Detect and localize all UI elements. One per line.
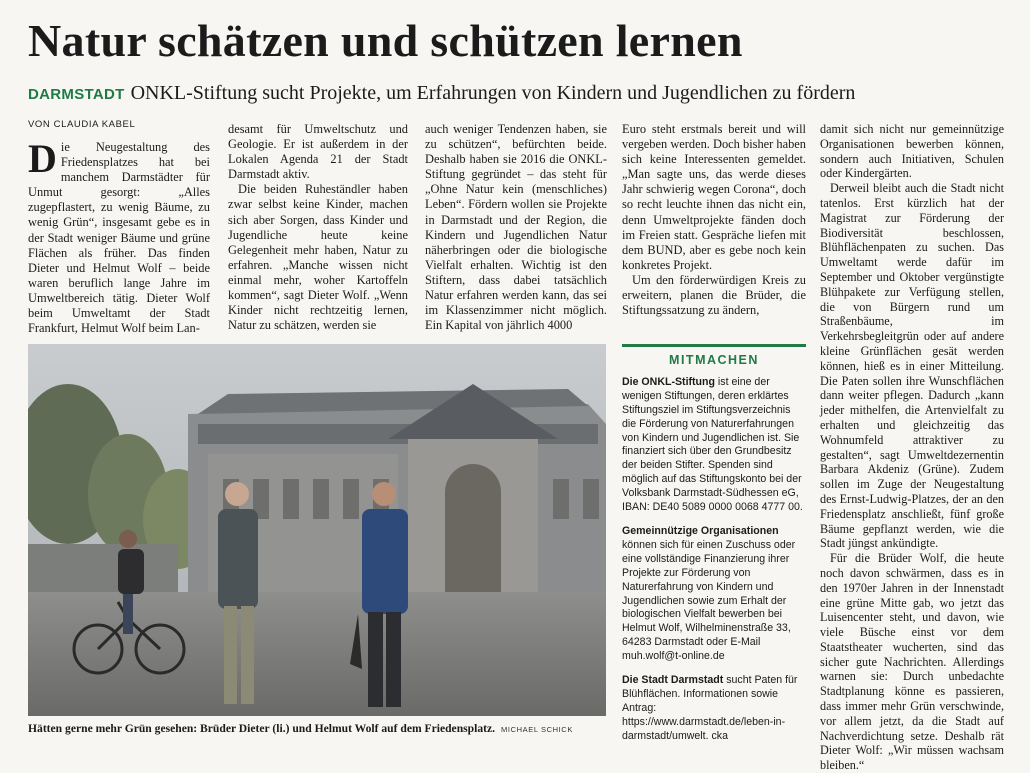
- photo-caption: [28, 722, 606, 735]
- subline: [28, 80, 1018, 108]
- info-box: [622, 344, 806, 754]
- info-text: können sich für einen Zuschuss oder eine vollständige Finanzierung ihrer Projekte zur Förderung von Naturerfahrung von Kindern und Jugendlichen sowie zum Erhalt der biologischen Vielfalt bewerben bei Helmut Wolf, Wilhelminenstraße 33, 64283 Darmstadt oder E-Mail muh.wolf@t-online.de: [622, 538, 796, 663]
- info-paragraph: [622, 674, 806, 744]
- photo-illustration: [28, 344, 606, 716]
- article-column-4: [622, 122, 806, 318]
- info-box-title: MITMACHEN: [669, 353, 759, 367]
- byline: VON CLAUDIA KABEL: [28, 119, 136, 130]
- paragraph: Die beiden Ruheständler haben zwar selbst keine Kinder, machen sich aber Sorgen, dass Kinder und Jugendliche heute keine Gelegenheit mehr haben, Natur zu erfahren. „Manche wissen nicht einmal mehr, woher Kartoffeln kommen“, sagt Dieter Wolf. „Wenn Kinder nicht rechtzeitig lernen, Natur zu schätzen, werden sie: [228, 182, 408, 333]
- info-lead: Gemeinnützige Organisationen: [622, 524, 779, 537]
- info-text: ist eine der wenigen Stiftungen, deren erklärtes Stiftungsziel im Stiftungsverzeichnis die Förderung von Naturerfahrungen von Kindern und Jugendlichen ist. Sie finanziert sich über den Grundbesitz der beiden Stifter. Spenden sind möglich auf das Stiftungskonto bei der Volksbank Darmstadt-Südhessen eG, IBAN: DE40 5089 0000 0068 4777 00.: [622, 375, 803, 514]
- info-box-rule: [622, 344, 806, 347]
- headline: Natur schätzen und schützen lernen: [28, 15, 743, 66]
- article-photo: [28, 344, 606, 716]
- article-column-2: [228, 122, 408, 333]
- paragraph: desamt für Umweltschutz und Geologie. Er ist außerdem in der Lokalen Agenda 21 der Stadt Darmstadt aktiv.: [228, 122, 408, 182]
- paragraph: Für die Brüder Wolf, die heute noch davon schwärmen, dass es in den 1970er Jahren in der Innenstadt eine grüne Mitte gab, wo jetzt das Luisencenter steht, und davon, wie viele Büsche einst vor dem Staatstheater wucherten, sind das sicher gute Nachrichten. Allerdings warnen sie: Durch unbedachte Stadtplanung könne es passieren, dass immer mehr Grün verschwinde, vor allem jetzt, da die Stadt auf Nachverdichtung setze. Deshalb rät Dieter Wolf: „Wir müssen wachsam bleiben.“: [820, 551, 1004, 773]
- paragraph: damit sich nicht nur gemeinnützige Organisationen bewerben können, sondern auch Initiativen, Schulen oder Kindergärten.: [820, 122, 1004, 181]
- info-lead: Die Stadt Darmstadt: [622, 674, 724, 687]
- info-paragraph: [622, 525, 806, 664]
- article-column-5: [820, 122, 1004, 773]
- paragraph: [28, 136, 210, 336]
- paragraph: auch weniger Tendenzen haben, sie zu schützen“, befürchten beide. Deshalb haben sie 2016 die ONKL-Stiftung gegründet – das steht für „Ohne Natur kein (menschliches) Leben“. Fördern wollen sie Projekte in Darmstadt und der Region, die Kindern und Jugendlichen Natur näherbringen oder die biologische Vielfalt erhalten. Wichtig ist den Stiftern, dass dabei tatsächlich Natur erfahren werden kann, das sei im Klassenzimmer nicht möglich. Ein Kapital von jährlich 4000: [425, 122, 607, 333]
- info-lead: Die ONKL-Stiftung: [622, 375, 715, 388]
- paragraph: Euro steht erstmals bereit und will vergeben werden. Doch bisher haben sich keine Interessenten gemeldet. „Man sagte uns, das werde dieses Jahr schwierig wegen Corona“, doch so recht leuchte ihnen das nicht ein, denn Umweltprojekte fänden doch im Freien statt. Gespräche liefen mit dem BUND, aber es gebe noch kein konkretes Projekt.: [622, 122, 806, 272]
- info-paragraph: [622, 376, 806, 515]
- subline-text: ONKL-Stiftung sucht Projekte, um Erfahrungen von Kindern und Jugendlichen zu fördern: [130, 82, 856, 104]
- paragraph-text: ie Neugestaltung des Friedensplatzes hat bei manchem Darmstädter für Unmut gesorgt: „Alles zugepflastert, zu wenig Bäume, zu wenig Grün“, insgesamt gebe es in der Stadt weniger Bäume und grüne Flächen als früher. Das finden Dieter und Helmut Wolf – beide waren beruflich lange Jahre im Umweltbereich tätig. Dieter Wolf beim Umweltamt der Stadt Frankfurt, Helmut Wolf beim Lan-: [28, 140, 210, 336]
- article-column-1: [28, 136, 210, 336]
- article-column-3: [425, 122, 607, 333]
- drop-cap: D: [28, 136, 57, 181]
- paragraph: Um den förderwürdigen Kreis zu erweitern, planen die Brüder, die Stiftungssatzung zu ändern,: [622, 272, 806, 318]
- paragraph: Derweil bleibt auch die Stadt nicht tatenlos. Erst kürzlich hat der Magistrat zur Förderung der Biodiversität beschlossen, Blühflächenpaten zu suchen. Das Umweltamt werde dafür im September und Oktober vergünstigte Blühpakete zur Verfügung stellen, die von Bürgern rund um Straßenbäume, im Verkehrsbegleitgrün oder auf andere kleine Grünflächen gesät werden können, hieß es in einer Mitteilung. Die Paten sollen ihre Wunschflächen dann weiter pflegen. Dadurch „kann jeder mithelfen, die Artenvielfalt zu erhalten und gleichzeitig das Wohnumfeld attraktiver zu gestalten“, sagt Umweltdezernentin Barbara Akdeniz (Grüne). Zudem sollen im Zuge der Neugestaltung des Ernst-Ludwig-Platzes, der an den Friedensplatz anschließt, fünf große Bäume gepflanzt werden, wie die Stadt jüngst ankündigte.: [820, 181, 1004, 551]
- location-tag: DARMSTADT: [28, 86, 125, 103]
- info-text: sucht Paten für Blühflächen. Informationen sowie Antrag: https://www.darmstadt.de/leben-in-darmstadt/umwelt. cka: [622, 674, 798, 742]
- caption-text: Hätten gerne mehr Grün gesehen: Brüder Dieter (li.) und Helmut Wolf auf dem Friedensplatz.: [28, 722, 496, 735]
- photo-credit: MICHAEL SCHICK: [501, 725, 573, 734]
